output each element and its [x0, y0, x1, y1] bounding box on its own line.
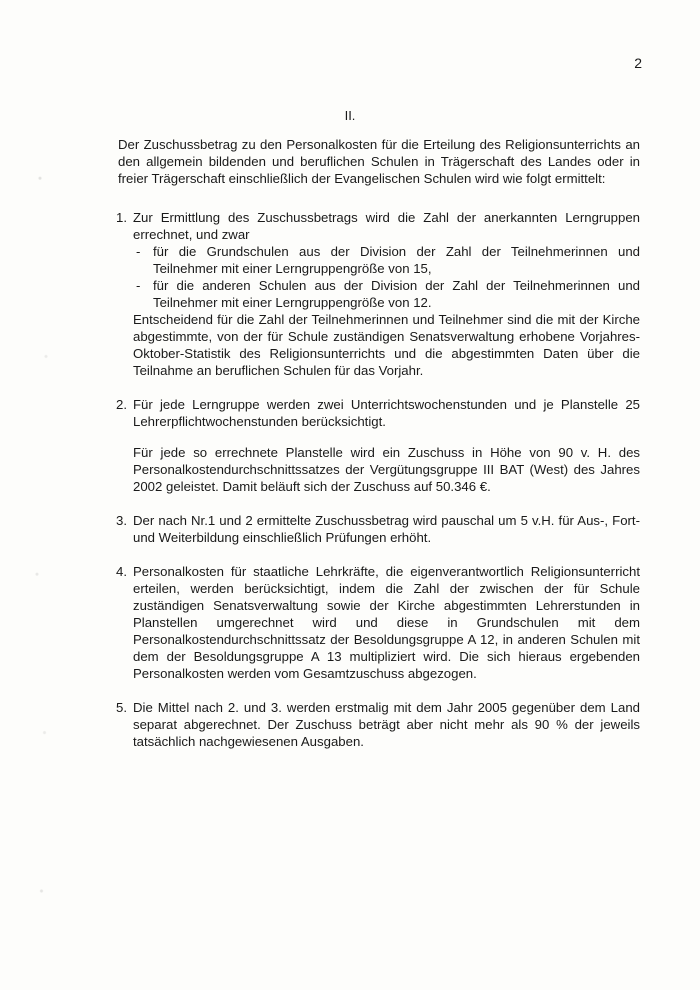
item-2-paragraph-2: Für jede so errechnete Planstelle wird ein Zuschuss in Höhe von 90 v. H. des Personalkostendurchschnittssatzes der Vergütungsgruppe III BAT (West) des Jahres 2002 geleistet. Damit beläuft sich der Zuschuss auf 50.346 €.: [133, 445, 640, 494]
item-number: 5.: [116, 700, 127, 715]
item-2-paragraph-1: Für jede Lerngruppe werden zwei Unterrichtswochenstunden und je Planstelle 25 Lehrerpflichtwochenstunden berücksichtigt.: [133, 397, 640, 429]
section-title: II.: [344, 108, 356, 123]
item-3-text: Der nach Nr.1 und 2 ermittelte Zuschussbetrag wird pauschal um 5 v.H. für Aus-, Fort- und Weiterbildung einschließlich Prüfungen erhöht.: [133, 513, 640, 545]
item-1-lead: Zur Ermittlung des Zuschussbetrags wird die Zahl der anerkannten Lerngruppen errechnet, und zwar: [133, 210, 640, 242]
dash-marker: -: [136, 278, 141, 293]
item-number: 2.: [116, 397, 127, 412]
item-5-text: Die Mittel nach 2. und 3. werden erstmalig mit dem Jahr 2005 gegenüber dem Land separat abgerechnet. Der Zuschuss beträgt aber nicht mehr als 90 % der jeweils tatsächlich nachgewiesenen Ausgaben.: [133, 700, 640, 749]
page-number: 2: [634, 55, 642, 71]
item-4-text: Personalkosten für staatliche Lehrkräfte, die eigenverantwortlich Religionsunterricht erteilen, werden berücksichtigt, indem die Zahl der zwischen der für Schule zuständigen Senatsverwaltung sowie der Kirche abgestimmten Lehrerstunden in Planstellen umgerechnet wird und diese in Grundschulen mit dem Personalkostendurchschnittssatz der Besoldungsgruppe A 12, in anderen Schulen mit dem der Besoldungsgruppe A 13 multipliziert wird. Die sich hieraus ergebenden Personalkosten werden vom Gesamtzuschuss abgezogen.: [133, 564, 640, 681]
intro-paragraph: Der Zuschussbetrag zu den Personalkosten für die Erteilung des Religionsunterrichts an den allgemein bildenden und beruflichen Schulen in Trägerschaft des Landes oder in freier Trägerschaft einschließlich der Evangelischen Schulen wird wie folgt ermittelt:: [118, 137, 640, 186]
sub-point: - für die Grundschulen aus der Division der Zahl der Teilnehmerinnen und Teilnehmer mit einer Lerngruppengröße von 15,: [136, 244, 640, 276]
list-item-1: [118, 209, 640, 379]
scan-edge-speckle: [28, 0, 58, 990]
item-1-closing: Entscheidend für die Zahl der Teilnehmerinnen und Teilnehmer sind die mit der Kirche abgestimmte, von der für Schule zuständigen Senatsverwaltung erhobene Vorjahres-Oktober-Statistik des Religionsunterrichts und die abgestimmten Daten über die Teilnahme an beruflichen Schulen für das Vorjahr.: [133, 312, 640, 378]
list-item-5: [118, 699, 640, 750]
item-number: 4.: [116, 564, 127, 579]
item-1-sub-list: [133, 243, 640, 311]
list-item-2: [118, 396, 640, 495]
item-number: 3.: [116, 513, 127, 528]
item-number: 1.: [116, 210, 127, 225]
list-item-4: [118, 563, 640, 682]
document-body: [118, 136, 640, 767]
dash-marker: -: [136, 244, 141, 259]
list-item-3: [118, 512, 640, 546]
sub-point: - für die anderen Schulen aus der Division der Zahl der Teilnehmerinnen und Teilnehmer mit einer Lerngruppengröße von 12.: [136, 278, 640, 310]
